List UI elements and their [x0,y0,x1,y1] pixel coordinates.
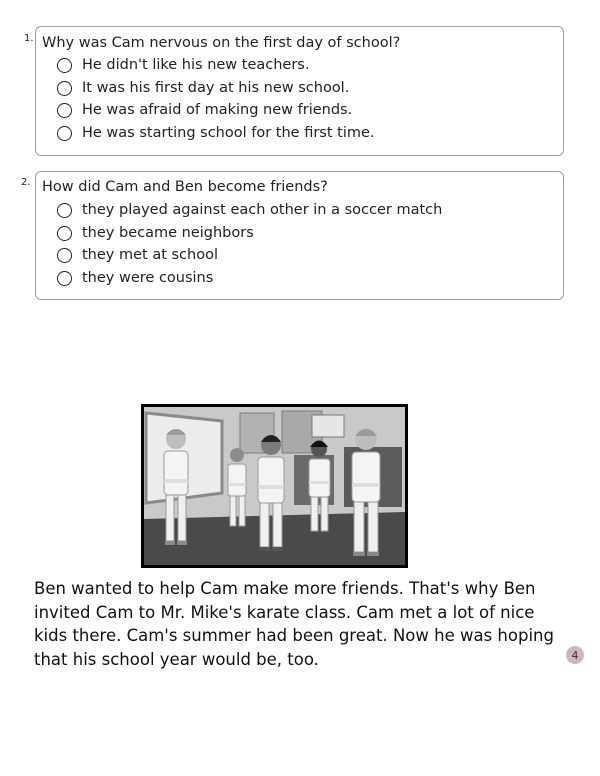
question-number: 2. [21,177,31,188]
question-text: Why was Cam nervous on the first day of school? [42,35,401,51]
answer-option[interactable] [57,223,254,243]
option-label: they played against each other in a soccer match [82,202,443,218]
radio-button[interactable] [57,81,72,96]
radio-button[interactable] [57,126,72,141]
answer-option[interactable] [57,55,309,75]
answer-option[interactable] [57,123,375,143]
question-box [35,171,564,300]
wall-sign [312,415,344,437]
radio-button[interactable] [57,58,72,73]
question-box [35,26,564,156]
radio-button[interactable] [57,226,72,241]
answer-option[interactable] [57,100,352,120]
option-label: they became neighbors [82,225,254,241]
answer-option[interactable] [57,245,218,265]
question-text: How did Cam and Ben become friends? [42,179,328,195]
option-label: they met at school [82,247,218,263]
option-label: they were cousins [82,270,214,286]
karate-class-illustration [141,404,408,568]
page-number-badge: 4 [566,646,584,664]
answer-option[interactable] [57,200,442,220]
passage-text: Ben wanted to help Cam make more friends. That's why Ben invited Cam to Mr. Mike's karate class. Cam met a lot of nice kids there. Cam's summer had been great. Now he was hoping that his school year would be, too. [34,579,554,669]
answer-option[interactable] [57,268,213,288]
radio-button[interactable] [57,248,72,263]
illustration-graphic [144,407,405,565]
option-label: It was his first day at his new school. [82,80,350,96]
option-label: He was starting school for the first time. [82,125,375,141]
reading-passage [34,577,564,671]
radio-button[interactable] [57,203,72,218]
option-label: He didn't like his new teachers. [82,57,310,73]
question-number: 1. [24,33,34,44]
radio-button[interactable] [57,103,72,118]
radio-button[interactable] [57,271,72,286]
option-label: He was afraid of making new friends. [82,102,353,118]
answer-option[interactable] [57,78,349,98]
